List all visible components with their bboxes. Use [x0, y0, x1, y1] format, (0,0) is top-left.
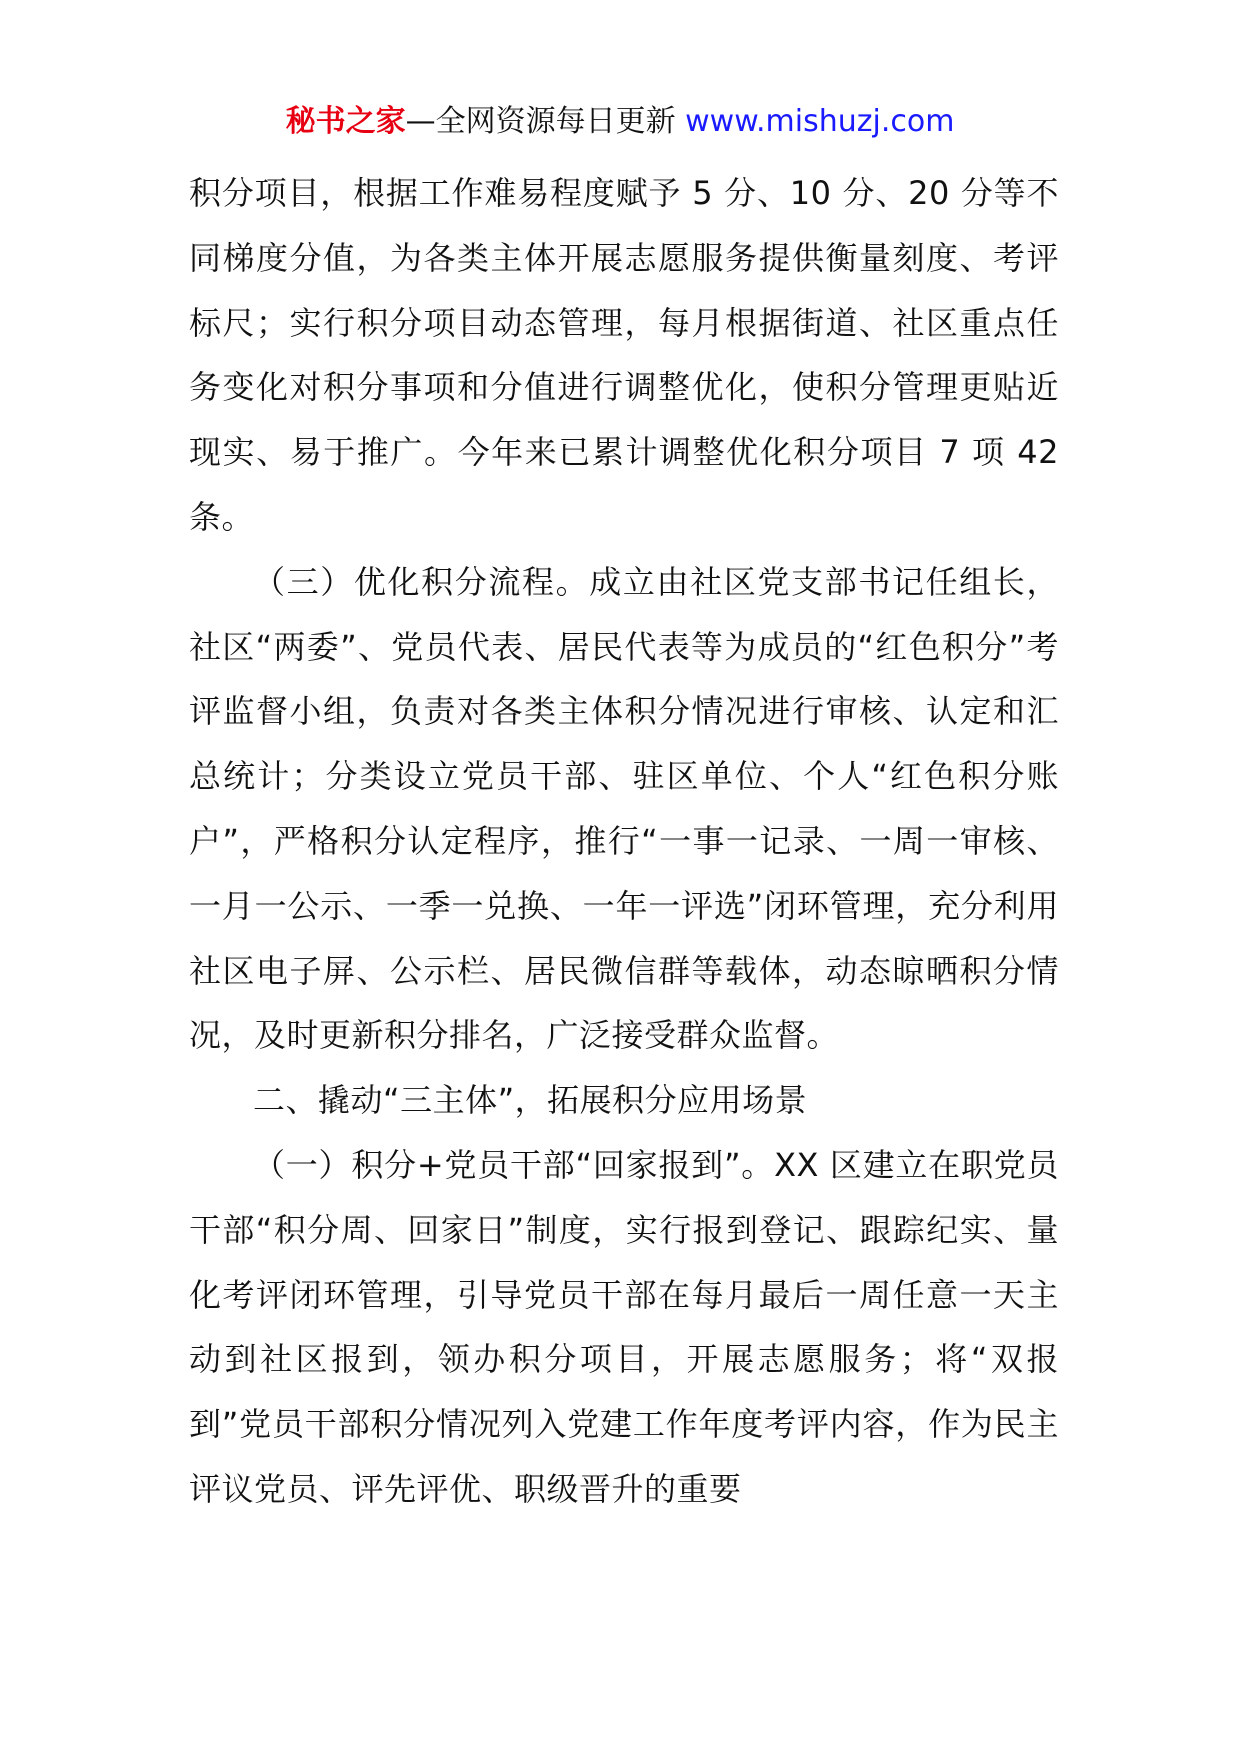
paragraph-party-members: （一）积分+党员干部“回家报到”。XX 区建立在职党员干部“积分周、回家日”制度，实行报到登记、跟踪纪实、量化考评闭环管理，引导党员干部在每月最后一周任意一天主动到社区报到，领办积分项目，开展志愿服务；将“双报到”党员干部积分情况列入党建工作年度考评内容，作为民主评议党员、评先评优、职级晋升的重要 [189, 1145, 1059, 1508]
document-body [189, 161, 1059, 1522]
header-tagline: —全网资源每日更新 [405, 104, 676, 139]
paragraph-continuation: 积分项目，根据工作难易程度赋予 5 分、10 分、20 分等不同梯度分值，为各类主体开展志愿服务提供衡量刻度、考评标尺；实行积分项目动态管理，每月根据街道、社区重点任务变化对积分事项和分值进行调整优化，使积分管理更贴近现实、易于推广。今年来已累计调整优化积分项目 7 项 42 条。 [189, 174, 1059, 536]
watermark-header [0, 100, 1240, 144]
section-heading: 二、撬动“三主体”，拓展积分应用场景 [253, 1081, 808, 1120]
paragraph-optimize-process: （三）优化积分流程。成立由社区党支部书记任组长，社区“两委”、党员代表、居民代表等为成员的“红色积分”考评监督小组，负责对各类主体积分情况进行审核、认定和汇总统计；分类设立党员干部、驻区单位、个人“红色积分账户”，严格积分认定程序，推行“一事一记录、一周一审核、一月一公示、一季一兑换、一年一评选”闭环管理，充分利用社区电子屏、公示栏、居民微信群等载体，动态晾晒积分情况，及时更新积分排名，广泛接受群众监督。 [189, 562, 1059, 1055]
website-link[interactable]: www.mishuzj.com [685, 104, 955, 139]
brand-name: 秘书之家 [285, 104, 406, 139]
